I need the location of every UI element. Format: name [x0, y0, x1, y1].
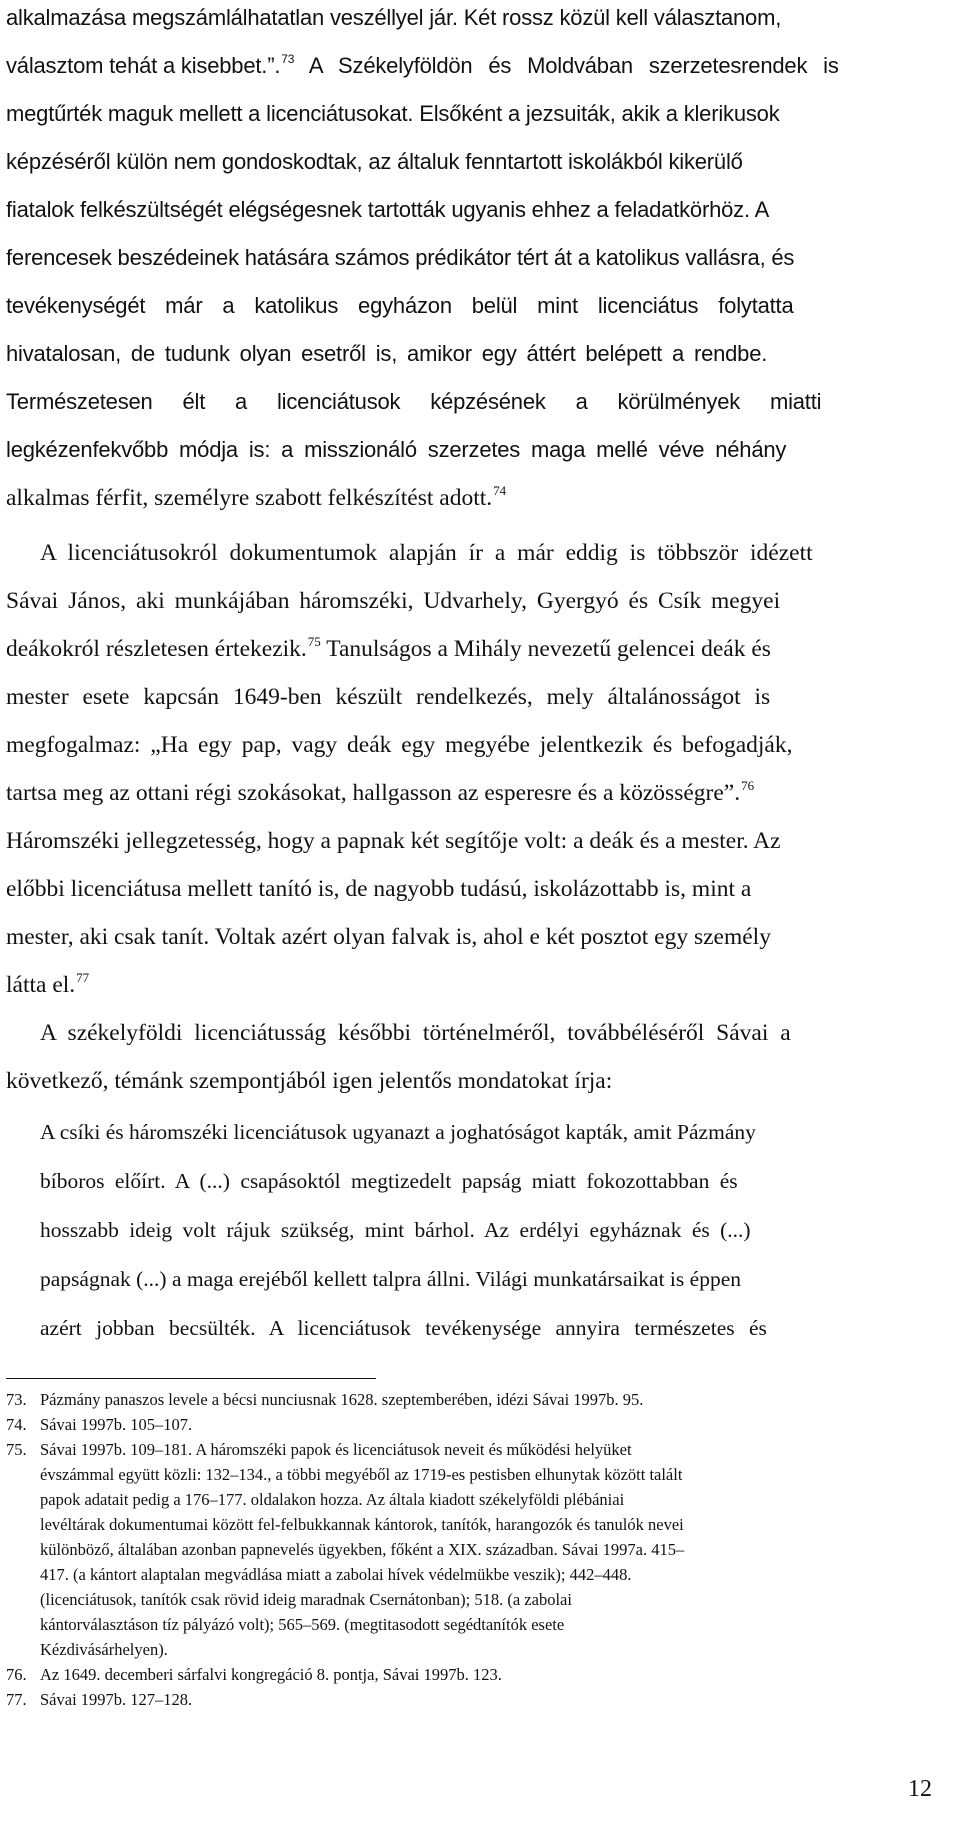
text-line-content: alkalmas férfit, személyre szabott felkészítést adott.: [6, 485, 493, 511]
text-line: [6, 961, 956, 1009]
text-line: [6, 1057, 956, 1105]
footnote-text: Kézdivásárhelyen).: [40, 1640, 168, 1659]
text-line: [6, 282, 956, 330]
footnote-75-cont: [6, 1562, 958, 1587]
text-line-content: legkézenfekvőbb módja is: a misszionáló szerzetes maga mellé véve néhány: [6, 437, 787, 462]
text-line: [6, 234, 956, 282]
footnote-text: különböző, általában azonban papnevelés ügyekben, főként a XIX. században. Sávai 1997a. 415–: [40, 1540, 685, 1559]
text-line: [6, 673, 956, 721]
footnote-text: Pázmány panaszos levele a bécsi nunciusnak 1628. szeptemberében, idézi Sávai 1997b. 95.: [40, 1390, 644, 1409]
footnote-ref-73: 73: [281, 52, 295, 66]
text-line: [6, 865, 956, 913]
text-line: [6, 721, 956, 769]
footnote-text: évszámmal együtt közli: 132–134., a többi megyéből az 1719-es pestisben elhunytak között talált: [40, 1465, 683, 1484]
footnote-75-cont: [6, 1487, 958, 1512]
text-line-content: deákokról részletesen értekezik.: [6, 636, 307, 662]
text-line-content: A székelyföldi licenciátusság későbbi történelméről, továbbéléséről Sávai a: [40, 1020, 791, 1046]
footnote-ref-74: 74: [493, 483, 507, 498]
footnote-ref-76: 76: [741, 778, 755, 793]
footnote-number: 73.: [6, 1390, 27, 1409]
text-line: [6, 330, 956, 378]
footnote-75: [6, 1437, 958, 1462]
text-line-content: tartsa meg az ottani régi szokásokat, hallgasson az esperesre és a közösségre”.: [6, 780, 741, 806]
footnote-text: levéltárak dokumentumai között fel-felbukkannak kántorok, tanítók, harangozók és tanulók nevei: [40, 1515, 684, 1534]
text-line-content: A licenciátusokról dokumentumok alapján ír a már eddig is többször idézett: [40, 540, 813, 566]
text-line-content: A Székelyföldön és Moldvában szerzetesrendek is: [294, 53, 839, 78]
text-line: [6, 913, 956, 961]
quote-line-content: A csíki és háromszéki licenciátusok ugyanazt a joghatóságot kapták, amit Pázmány: [40, 1120, 756, 1144]
footnote-text: kántorválasztáson tíz pályázó volt); 565–569. (megtitasodott segédtanítók esete: [40, 1615, 565, 1634]
text-line-content: Természetesen élt a licenciátusok képzésének a körülmények miatti: [6, 389, 822, 414]
footnote-text: papok adatait pedig a 176–177. oldalakon hozza. Az általa kiadott székelyföldi plébániai: [40, 1490, 625, 1509]
quote-line: [40, 1206, 920, 1255]
paragraph-1: [6, 0, 956, 474]
paragraph-1-end: [6, 474, 956, 522]
block-quote: [40, 1108, 920, 1353]
footnote-75-cont: [6, 1462, 958, 1487]
text-line-content: választom tehát a kisebbet.”.: [6, 53, 281, 78]
text-line-content: tevékenységét már a katolikus egyházon belül mint licenciátus folytatta: [6, 293, 794, 318]
text-line: [6, 138, 956, 186]
quote-line-content: bíboros előírt. A (...) csapásoktól megtizedelt papság miatt fokozottabban és: [40, 1169, 738, 1193]
quote-line: [40, 1108, 920, 1157]
text-line-content: megtűrték maguk mellett a licenciátusokat. Elsőként a jezsuiták, akik a klerikusok: [6, 101, 780, 126]
footnote-75-cont: [6, 1512, 958, 1537]
footnote-75-cont: [6, 1637, 958, 1662]
text-line: [6, 625, 956, 673]
footnote-77: [6, 1687, 958, 1712]
footnote-76: [6, 1662, 958, 1687]
text-line: [6, 426, 956, 474]
text-line-content: képzéséről külön nem gondoskodtak, az általuk fenntartott iskolákból kikerülő: [6, 149, 743, 174]
text-line-content: következő, témánk szempontjából igen jelentős mondatokat írja:: [6, 1068, 613, 1094]
footnotes: [6, 1387, 958, 1712]
text-line-content: megfogalmaz: „Ha egy pap, vagy deák egy megyébe jelentkezik és befogadják,: [6, 732, 793, 758]
text-line: [6, 90, 956, 138]
text-line: [6, 769, 956, 817]
footnote-text: 417. (a kántort alaptalan megvádlása miatt a zabolai hívek védelmükbe veszik); 442–448.: [40, 1565, 632, 1584]
text-line-content: alkalmazása megszámlálhatatlan veszéllyel jár. Két rossz közül kell választanom,: [6, 5, 782, 30]
paragraph-3: [6, 1009, 956, 1105]
text-line-content: fiatalok felkészültségét elégségesnek tartották ugyanis ehhez a feladatkörhöz. A: [6, 197, 770, 222]
quote-line-content: hosszabb ideig volt rájuk szükség, mint bárhol. Az erdélyi egyháznak és (...): [40, 1218, 751, 1242]
text-line: [6, 42, 956, 90]
text-line-content: Háromszéki jellegzetesség, hogy a papnak két segítője volt: a deák és a mester. Az: [6, 828, 781, 854]
text-line: [6, 0, 956, 42]
page-number: 12: [908, 1776, 932, 1802]
text-line: [6, 529, 956, 577]
text-line-content: ferencesek beszédeinek hatására számos prédikátor tért át a katolikus vallásra, és: [6, 245, 795, 270]
footnote-73: [6, 1387, 958, 1412]
text-line: [6, 474, 956, 522]
quote-line-content: papságnak (...) a maga erejéből kellett talpra állni. Világi munkatársaikat is éppen: [40, 1267, 741, 1291]
text-line-content: mester esete kapcsán 1649-ben készült rendelkezés, mely általánosságot is: [6, 684, 771, 710]
footnote-75-cont: [6, 1612, 958, 1637]
text-line-content: Sávai János, aki munkájában háromszéki, Udvarhely, Gyergyó és Csík megyei: [6, 588, 781, 614]
footnote-text: (licenciátusok, tanítók csak rövid ideig maradnak Csernátonban); 518. (a zabolai: [40, 1590, 572, 1609]
footnote-text: Sávai 1997b. 127–128.: [40, 1690, 193, 1709]
footnote-75-cont: [6, 1537, 958, 1562]
text-line-content: előbbi licenciátusa mellett tanító is, de nagyobb tudású, iskolázottabb is, mint a: [6, 876, 752, 902]
text-line: [6, 378, 956, 426]
footnote-75-cont: [6, 1587, 958, 1612]
text-line-content: hivatalosan, de tudunk olyan esetről is, amikor egy áttért belépett a rendbe.: [6, 341, 768, 366]
quote-line: [40, 1304, 920, 1353]
quote-line: [40, 1157, 920, 1206]
footnote-ref-75: 75: [307, 634, 321, 649]
footnote-text: Sávai 1997b. 109–181. A háromszéki papok és licenciátusok neveit és működési helyüket: [40, 1440, 632, 1459]
footnote-text: Az 1649. decemberi sárfalvi kongregáció 8. pontja, Sávai 1997b. 123.: [40, 1665, 502, 1684]
text-line: [6, 817, 956, 865]
text-line-content: mester, aki csak tanít. Voltak azért olyan falvak is, ahol e két posztot egy személy: [6, 924, 771, 950]
text-line-content: Tanulságos a Mihály nevezetű gelencei deák és: [320, 636, 771, 662]
text-line: [6, 577, 956, 625]
footnote-74: [6, 1412, 958, 1437]
footnote-number: 76.: [6, 1665, 27, 1684]
footnote-number: 74.: [6, 1415, 27, 1434]
quote-line-content: azért jobban becsülték. A licenciátusok tevékenysége annyira természetes és: [40, 1316, 767, 1340]
quote-line: [40, 1255, 920, 1304]
text-line: [6, 186, 956, 234]
footnote-ref-77: 77: [76, 970, 90, 985]
footnote-text: Sávai 1997b. 105–107.: [40, 1415, 193, 1434]
footnote-separator: [6, 1378, 376, 1379]
paragraph-2: [6, 529, 956, 1009]
text-line-content: látta el.: [6, 972, 76, 998]
footnote-number: 75.: [6, 1440, 27, 1459]
footnote-number: 77.: [6, 1690, 27, 1709]
text-line: [6, 1009, 956, 1057]
